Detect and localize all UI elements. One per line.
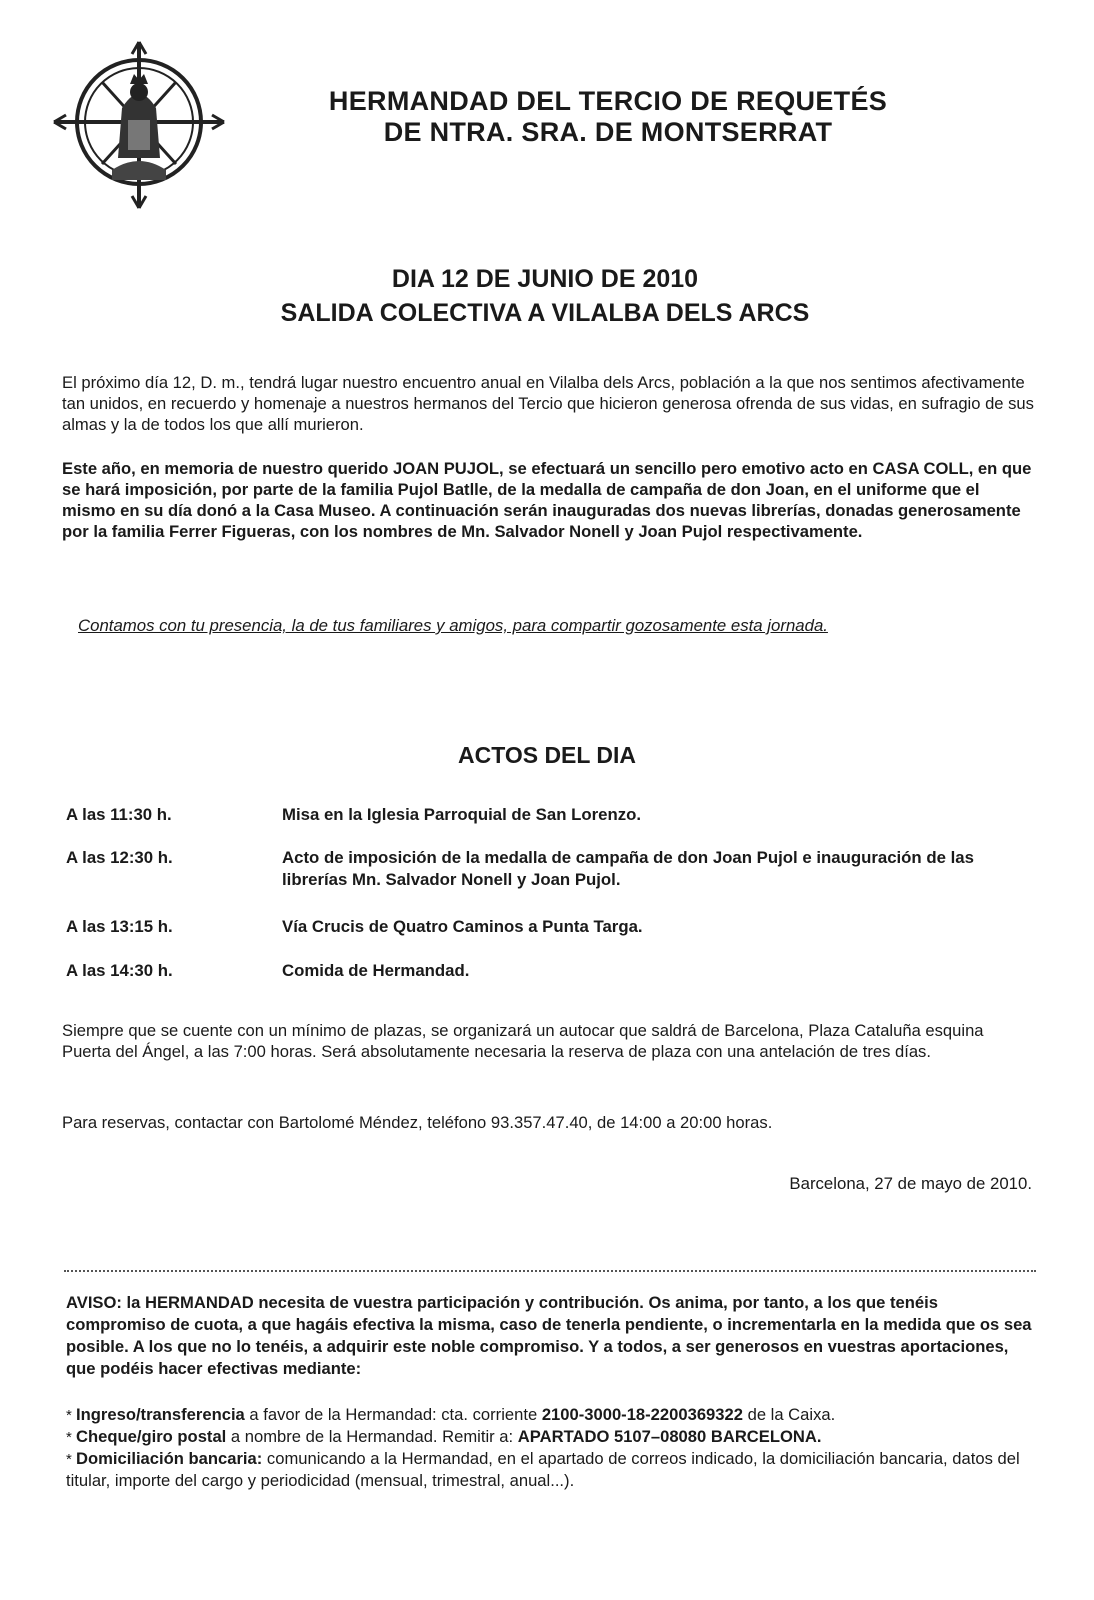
schedule-description: Comida de Hermandad. <box>282 961 470 980</box>
bullet-asterisk: * <box>66 1451 77 1468</box>
debit-text: comunicando a la Hermandad, en el apartado de correos indicado, la domiciliación bancaria, datos del titular, importe del cargo y periodicidad (mensual, trimestral, anual...). <box>66 1449 1020 1490</box>
event-date: DIA 12 DE JUNIO DE 2010 <box>391 265 699 293</box>
bullet-asterisk: * <box>66 1429 77 1446</box>
bullet-asterisk: * <box>66 1407 77 1424</box>
debit-label: Domiciliación bancaria: <box>76 1449 263 1468</box>
transfer-text: a favor de la Hermandad: cta. corriente <box>249 1405 538 1424</box>
cheque-label: Cheque/giro postal <box>76 1427 227 1446</box>
payment-methods <box>66 1404 1041 1491</box>
schedule-time: A las 12:30 h. <box>66 848 173 867</box>
transfer-bank: de la Caixa. <box>747 1405 836 1424</box>
organization-name-line-2: DE NTRA. SRA. DE MONTSERRAT <box>383 117 833 147</box>
payment-transfer <box>66 1404 1041 1426</box>
schedule-description: Misa en la Iglesia Parroquial de San Lorenzo. <box>282 805 642 824</box>
cheque-text: a nombre de la Hermandad. Remitir a: <box>230 1427 514 1446</box>
dotted-divider <box>64 1270 1036 1272</box>
schedule-description: Vía Crucis de Quatro Caminos a Punta Targa. <box>282 917 643 936</box>
account-number: 2100-3000-18-2200369322 <box>541 1405 743 1424</box>
event-title: SALIDA COLECTIVA A VILALBA DELS ARCS <box>280 299 810 327</box>
organization-name-line-1: HERMANDAD DEL TERCIO DE REQUETÉS <box>328 86 888 116</box>
invitation-line: Contamos con tu presencia, la de tus familiares y amigos, para compartir gozosamente esta jornada. <box>78 616 828 635</box>
intro-paragraph: El próximo día 12, D. m., tendrá lugar nuestro encuentro anual en Vilalba dels Arcs, población a la que nos sentimos afectivamente tan unidos, en recuerdo y homenaje a nuestros hermanos del Tercio que hicieron generosa ofrenda de sus vidas, en sufragio de sus almas y la de todos los que allí murieron. <box>62 373 1034 434</box>
place-date-signature: Barcelona, 27 de mayo de 2010. <box>789 1174 1032 1193</box>
bus-paragraph: Siempre que se cuente con un mínimo de plazas, se organizará un autocar que saldrá de Barcelona, Plaza Cataluña esquina Puerta del Ángel, a las 7:00 horas. Será absolutamente necesaria la reserva de plaza con una antelación de tres días. <box>62 1021 984 1061</box>
organization-name <box>258 86 958 148</box>
reservations-paragraph: Para reservas, contactar con Bartolomé Méndez, teléfono 93.357.47.40, de 14:00 a 20:00 horas. <box>62 1113 773 1132</box>
brotherhood-emblem-icon <box>52 40 227 210</box>
schedule-description: Acto de imposición de la medalla de campaña de don Joan Pujol e inauguración de las librerías Mn. Salvador Nonell y Joan Pujol. <box>282 848 974 889</box>
notice-paragraph: AVISO: la HERMANDAD necesita de vuestra participación y contribución. Os anima, por tanto, a los que tenéis compromiso de cuota, a que hagáis efectiva la misma, caso de tenerla pendiente, o incrementarla en la medida que os sea posible. A los que no lo tenéis, a adquirir este noble compromiso. Y a todos, a ser generosos en vuestras aportaciones, que podéis hacer efectivas mediante: <box>66 1293 1032 1378</box>
event-heading <box>200 262 890 330</box>
schedule-time: A las 13:15 h. <box>66 917 173 936</box>
schedule-title: ACTOS DEL DIA <box>457 742 637 768</box>
transfer-label: Ingreso/transferencia <box>76 1405 245 1424</box>
schedule-time: A las 11:30 h. <box>66 805 172 824</box>
payment-cheque <box>66 1426 1041 1448</box>
payment-direct-debit <box>66 1448 1041 1491</box>
schedule-time: A las 14:30 h. <box>66 961 173 980</box>
postal-address: APARTADO 5107–08080 BARCELONA. <box>517 1427 822 1446</box>
memorial-paragraph: Este año, en memoria de nuestro querido JOAN PUJOL, se efectuará un sencillo pero emotivo acto en CASA COLL, en que se hará imposición, por parte de la familia Pujol Batlle, de la medalla de campaña de don Joan, en el uniforme que el mismo en su día donó a la Casa Museo. A continuación serán inauguradas dos nuevas librerías, donadas generosamente por la familia Ferrer Figueras, con los nombres de Mn. Salvador Nonell y Joan Pujol respectivamente. <box>62 459 1032 541</box>
